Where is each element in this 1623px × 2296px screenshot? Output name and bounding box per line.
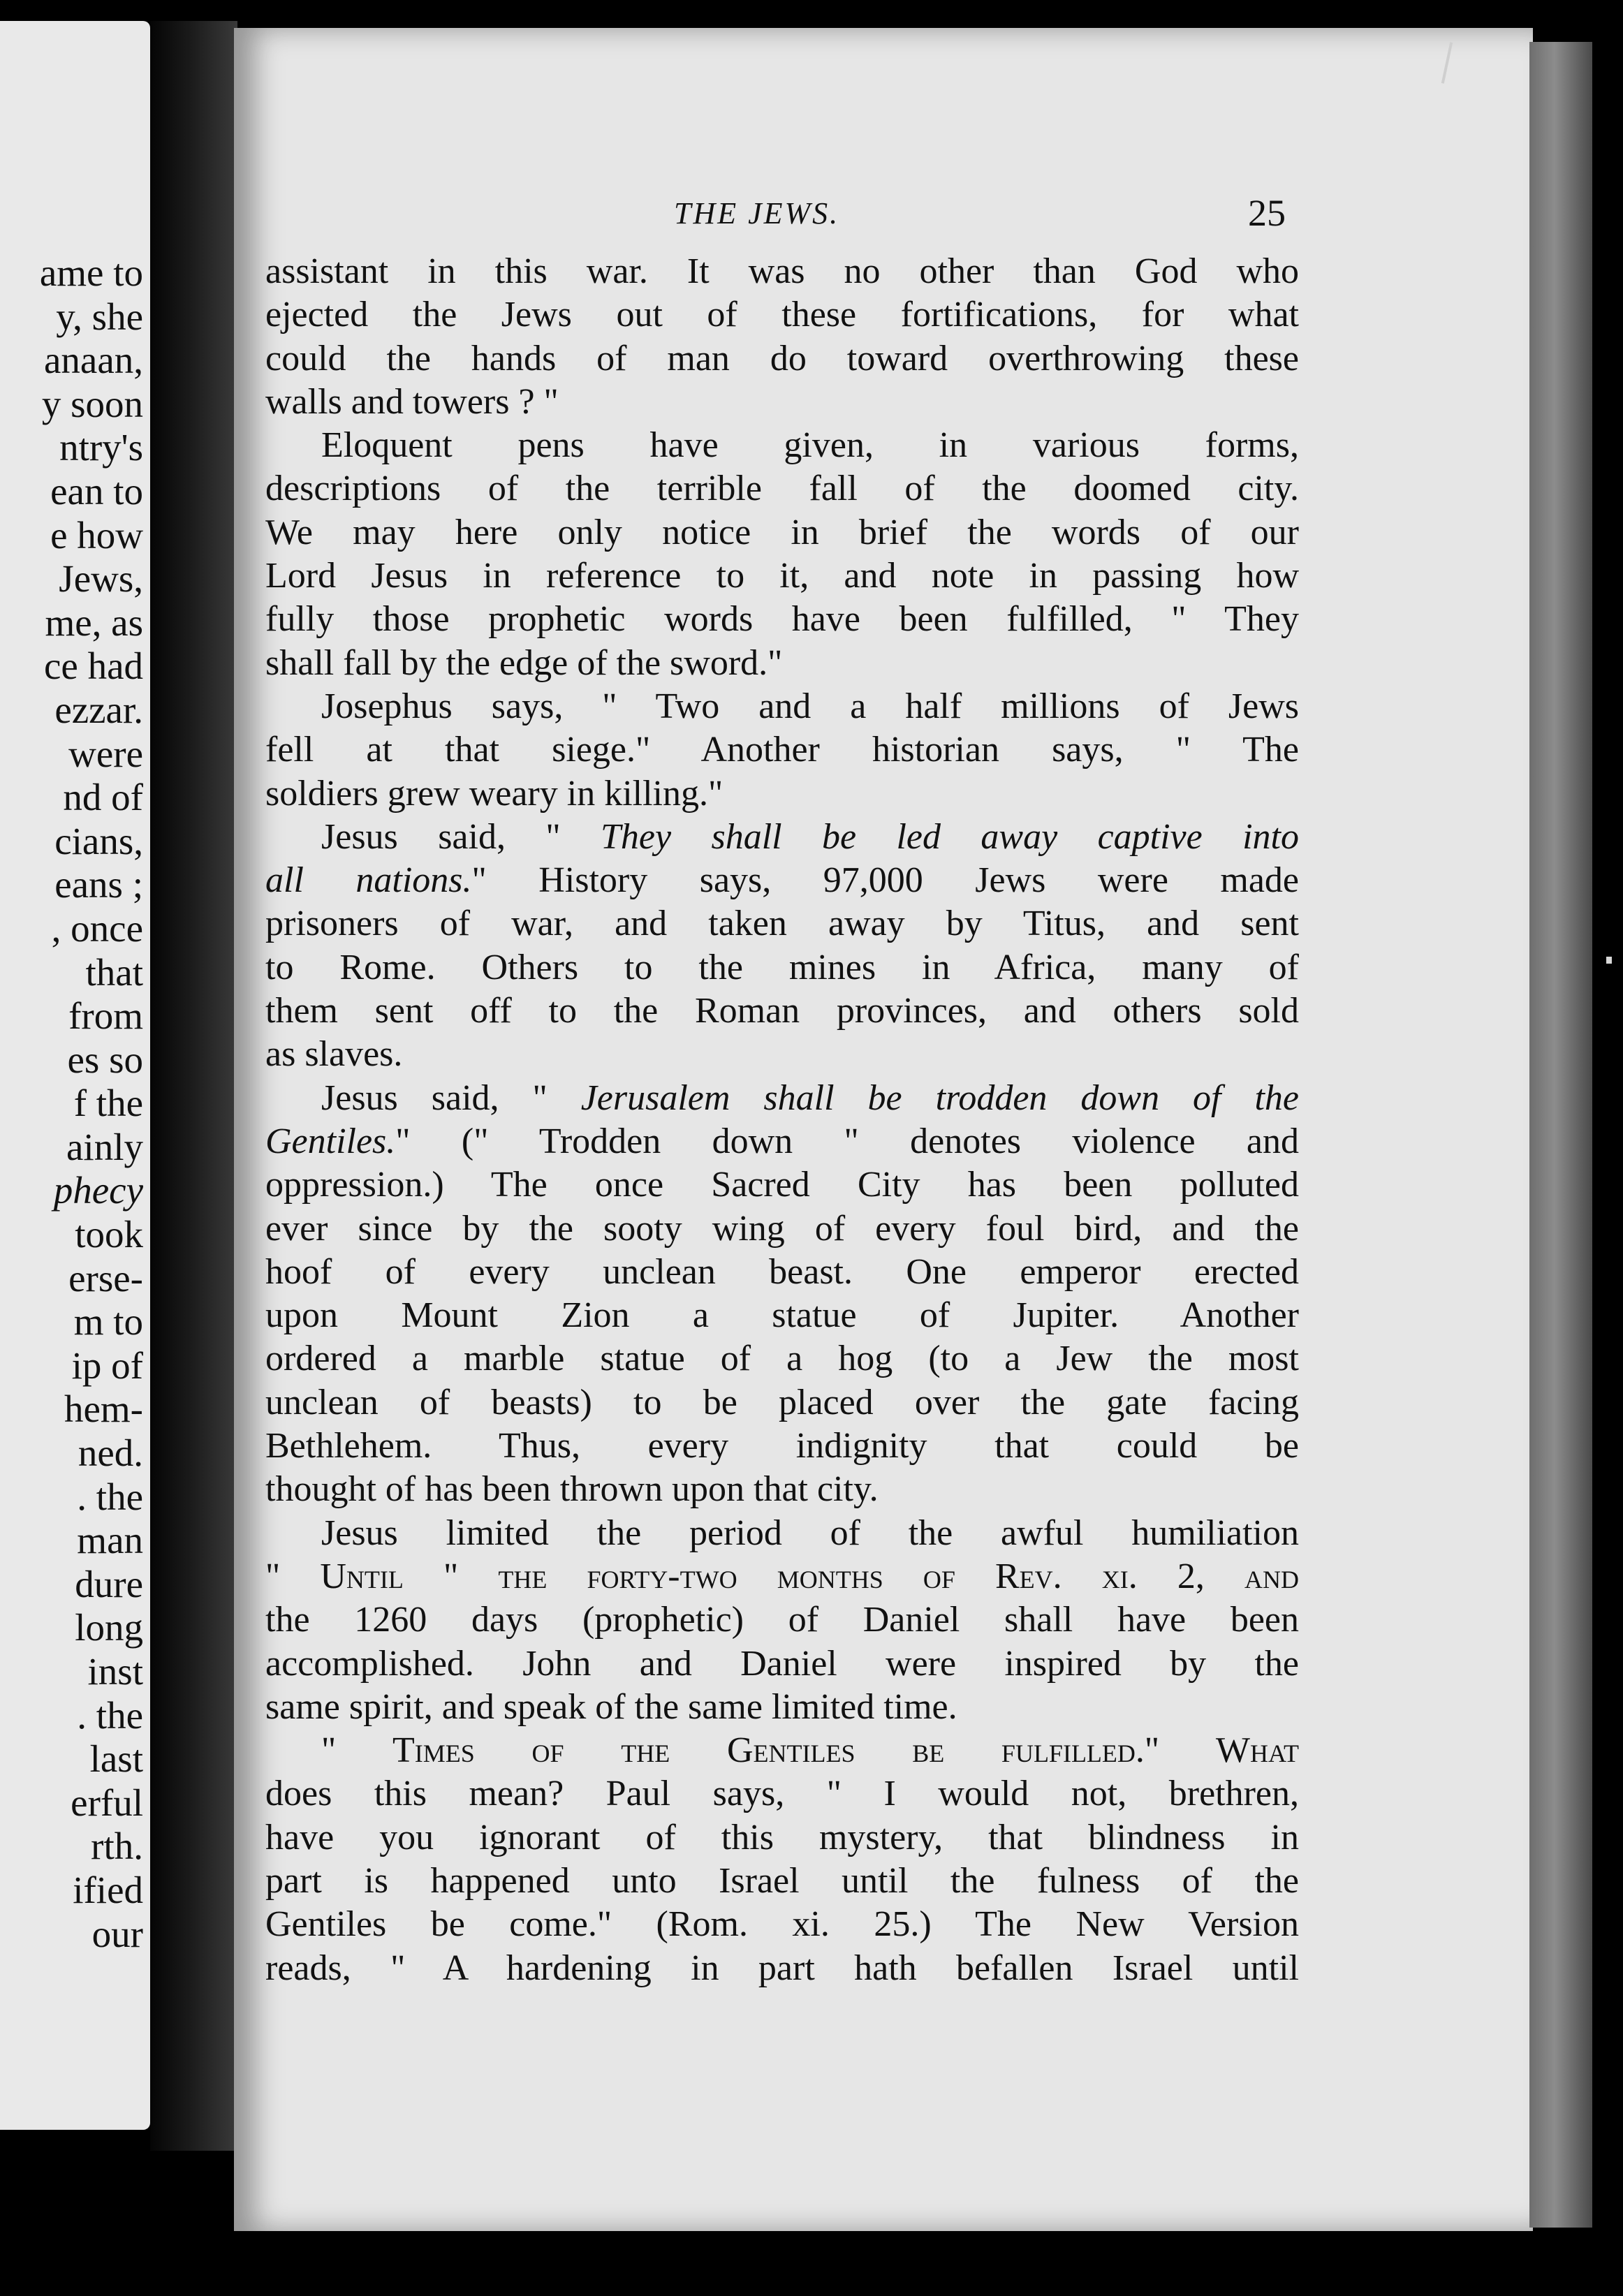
left-line: hem- xyxy=(64,1388,143,1431)
text-line: unclean of beasts) to be placed over the gate facing xyxy=(265,1382,1299,1422)
left-line: were xyxy=(68,732,143,775)
text-line: does this mean? Paul says, " I would not, brethren, xyxy=(265,1774,1299,1814)
text-line: hoof of every unclean beast. One emperor erected xyxy=(265,1251,1299,1292)
left-line: inst xyxy=(87,1650,143,1693)
left-line: me, as xyxy=(45,601,143,644)
text-line: them sent off to the Roman provinces, and others sold xyxy=(265,991,1299,1031)
left-line: dure xyxy=(75,1562,143,1605)
left-line: . the xyxy=(77,1475,143,1518)
text-line xyxy=(265,1077,1299,1120)
text-line: accomplished. John and Daniel were inspired by the xyxy=(265,1643,1299,1684)
italic-quote: all nations. xyxy=(265,860,472,901)
left-line: anaan, xyxy=(44,339,143,382)
text-line: Lord Jesus in reference to it, and note in passing how xyxy=(265,556,1299,596)
text-line: shall fall by the edge of the sword." xyxy=(265,642,783,683)
left-line: ezzar. xyxy=(54,688,143,731)
book-gutter xyxy=(150,21,237,2151)
text-line: the 1260 days (prophetic) of Daniel shall have been xyxy=(265,1600,1299,1640)
text-line: Gentiles be come." (Rom. xi. 25.) The New Version xyxy=(265,1904,1299,1945)
page-block-edge xyxy=(1529,42,1592,2228)
text-line: " Until " the forty-two months of Rev. xi. 2, and xyxy=(265,1556,1299,1596)
text-line: same spirit, and speak of the same limited time. xyxy=(265,1686,957,1727)
text-line: Jesus limited the period of the awful humiliation xyxy=(321,1513,1299,1553)
text-line: descriptions of the terrible fall of the doomed city. xyxy=(265,469,1299,509)
left-line: es so xyxy=(67,1038,143,1081)
text-line xyxy=(265,1120,1299,1163)
text-line: assistant in this war. It was no other than God who xyxy=(265,251,1299,291)
book-page xyxy=(234,28,1533,2231)
previous-page-text xyxy=(0,251,143,1956)
text-line: Bethlehem. Thus, every indignity that could be xyxy=(265,1426,1299,1466)
left-line: ean to xyxy=(50,469,143,513)
left-line: nd of xyxy=(63,776,143,819)
left-line: rth. xyxy=(91,1825,143,1868)
left-line: ainly xyxy=(66,1125,143,1168)
text-line: as slaves. xyxy=(265,1034,403,1075)
left-line: ce had xyxy=(44,645,143,688)
left-line: m to xyxy=(73,1300,143,1344)
left-line: cians, xyxy=(54,819,143,862)
left-line: f the xyxy=(73,1082,143,1125)
italic-quote: Gentiles. xyxy=(265,1121,396,1161)
left-line: that xyxy=(85,950,143,994)
text-line: could the hands of man do toward overthrowing these xyxy=(265,338,1299,378)
text-line: walls and towers ? " xyxy=(265,381,559,422)
text-line: soldiers grew weary in killing." xyxy=(265,773,724,814)
left-line: erse- xyxy=(68,1256,143,1300)
text-line: Josephus says, " Two and a half millions of Jews xyxy=(321,686,1299,726)
left-line: last xyxy=(89,1737,143,1781)
text-line: reads, " A hardening in part hath befallen Israel until xyxy=(265,1948,1299,1988)
text-fragment: " History says, 97,000 Jews were made xyxy=(471,860,1299,901)
scan-speck xyxy=(1606,957,1612,964)
left-line: y soon xyxy=(41,382,143,425)
text-line: upon Mount Zion a statue of Jupiter. Another xyxy=(265,1295,1299,1336)
left-line: Jews, xyxy=(59,557,143,601)
left-line: took xyxy=(75,1213,143,1256)
text-line: Eloquent pens have given, in various forms, xyxy=(321,425,1299,466)
page-number: 25 xyxy=(1248,192,1286,234)
text-fragment: " (" Trodden down " denotes violence and xyxy=(395,1121,1299,1161)
left-line: y, she xyxy=(56,295,143,338)
text-line: oppression.) The once Sacred City has been polluted xyxy=(265,1165,1299,1205)
left-line: erful xyxy=(71,1781,143,1824)
left-line: our xyxy=(91,1912,143,1955)
text-line: ordered a marble statue of a hog (to a Jew the most xyxy=(265,1339,1299,1379)
left-line: phecy xyxy=(53,1169,143,1212)
body-text xyxy=(265,250,1299,1990)
text-line: part is happened unto Israel until the fulness of the xyxy=(265,1860,1299,1901)
text-line: ejected the Jews out of these fortifications, for what xyxy=(265,295,1299,335)
running-title: THE JEWS. xyxy=(674,196,840,230)
text-fragment: Jesus said, " xyxy=(321,816,601,857)
left-line: ified xyxy=(73,1868,143,1911)
left-line: man xyxy=(77,1519,143,1562)
left-line: ned. xyxy=(78,1432,143,1475)
italic-quote: They shall be led away captive into xyxy=(600,816,1299,857)
previous-page-fragment xyxy=(0,21,150,2130)
text-line: have you ignorant of this mystery, that blindness in xyxy=(265,1817,1299,1857)
left-line: from xyxy=(68,994,143,1038)
text-fragment: Jesus said, " xyxy=(321,1077,581,1118)
text-line: " Times of the Gentiles be fulfilled." What xyxy=(321,1730,1299,1771)
text-line: We may here only notice in brief the words of our xyxy=(265,512,1299,552)
left-line: ntry's xyxy=(59,426,143,469)
italic-quote: Jerusalem shall be trodden down of the xyxy=(580,1077,1299,1118)
left-line: ame to xyxy=(39,251,143,294)
text-line: thought of has been thrown upon that city. xyxy=(265,1469,879,1510)
text-line xyxy=(265,859,1299,902)
text-line: to Rome. Others to the mines in Africa, many of xyxy=(265,947,1299,987)
text-line: ever since by the sooty wing of every foul bird, and the xyxy=(265,1208,1299,1249)
left-line: ip of xyxy=(71,1344,143,1387)
running-head xyxy=(234,192,1533,244)
text-line: prisoners of war, and taken away by Titus, and sent xyxy=(265,904,1299,944)
left-line: eans ; xyxy=(54,863,143,906)
left-line: . the xyxy=(77,1693,143,1737)
left-line: long xyxy=(75,1606,143,1649)
left-line: e how xyxy=(50,513,143,557)
text-line: fully those prophetic words have been fulfilled, " They xyxy=(265,599,1299,640)
left-line: , once xyxy=(51,906,143,950)
text-line: fell at that siege." Another historian says, " The xyxy=(265,730,1299,770)
text-line xyxy=(265,816,1299,859)
